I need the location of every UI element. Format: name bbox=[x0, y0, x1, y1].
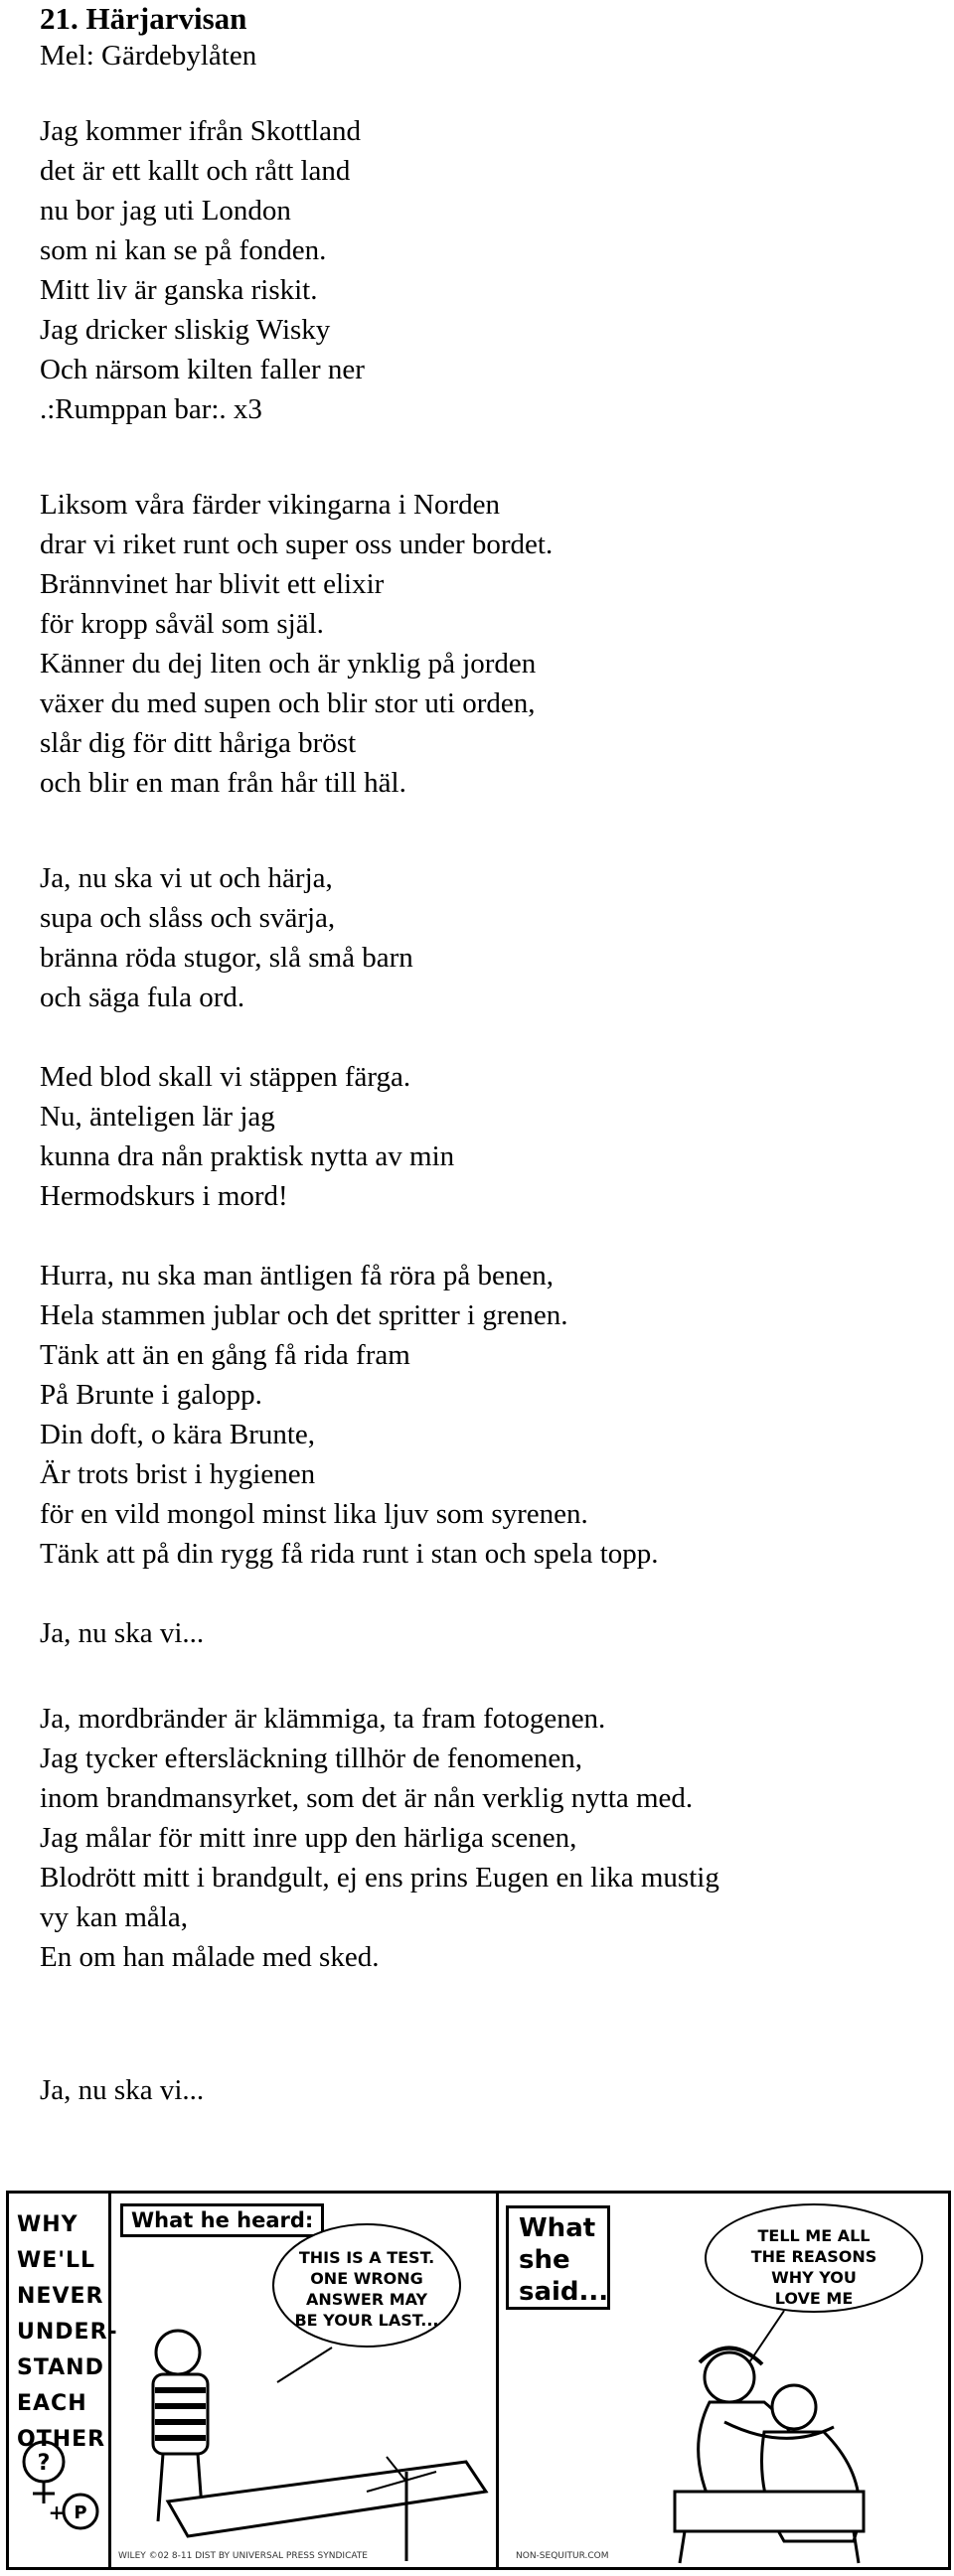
said-bubble-line: THE REASONS bbox=[750, 2247, 877, 2266]
lyric-line: inom brandmansyrket, som det är nån verklig nytta med. bbox=[40, 1782, 694, 1814]
gender-symbols-icon bbox=[9, 2432, 108, 2551]
comic-title-line: WE'LL bbox=[17, 2248, 96, 2273]
man-at-table-drawing bbox=[108, 2194, 496, 2570]
lyric-line: Nu, änteligen lär jag bbox=[40, 1101, 275, 1133]
lyric-line: drar vi riket runt och super oss under bordet. bbox=[40, 529, 554, 560]
lyric-line: Blodrött mitt i brandgult, ej ens prins Eugen en lika mustig bbox=[40, 1862, 719, 1894]
lyric-line: Tänk att än en gång få rida fram bbox=[40, 1339, 410, 1371]
lyric-line: som ni kan se på fonden. bbox=[40, 234, 327, 266]
lyric-line: och blir en man från hår till häl. bbox=[40, 767, 406, 799]
comic-strip bbox=[6, 2191, 951, 2570]
what-she-said-panel bbox=[496, 2194, 948, 2567]
comic-url: NON-SEQUITUR.COM bbox=[516, 2551, 609, 2561]
heard-bubble-line: THIS IS A TEST. bbox=[298, 2248, 435, 2267]
couple-hugging-drawing bbox=[496, 2194, 948, 2570]
lyric-line: och säga fula ord. bbox=[40, 982, 245, 1013]
comic-title-line: STAND bbox=[17, 2355, 104, 2380]
heard-bubble-line: BE YOUR LAST... bbox=[294, 2311, 439, 2330]
comic-title-text bbox=[17, 2207, 118, 2458]
comic-credit: WILEY ©02 8-11 DIST BY UNIVERSAL PRESS SYNDICATE bbox=[118, 2551, 368, 2561]
comic-title-panel bbox=[9, 2194, 118, 2567]
lyric-line: Din doft, o kära Brunte, bbox=[40, 1419, 316, 1450]
heard-bubble-line: ANSWER MAY bbox=[305, 2290, 428, 2309]
lyric-line: Hurra, nu ska man äntligen få röra på benen, bbox=[40, 1260, 554, 1291]
said-label-line: What bbox=[519, 2213, 596, 2243]
lyric-line: för en vild mongol minst lika ljuv som syrenen. bbox=[40, 1498, 588, 1530]
lyric-line: Brännvinet har blivit ett elixir bbox=[40, 568, 385, 600]
said-bubble-line: LOVE ME bbox=[774, 2289, 854, 2308]
lyric-line: Jag dricker sliskig Wisky bbox=[40, 314, 331, 346]
lyric-line: nu bor jag uti London bbox=[40, 195, 291, 227]
lyric-line: Ja, nu ska vi... bbox=[40, 2074, 205, 2106]
lyric-line: Mitt liv är ganska riskit. bbox=[40, 274, 318, 306]
said-label-line: she bbox=[519, 2245, 570, 2275]
said-bubble-line: TELL ME ALL bbox=[757, 2226, 871, 2245]
lyric-line: Jag kommer ifrån Skottland bbox=[40, 115, 361, 147]
comic-title-line: EACH bbox=[17, 2391, 87, 2416]
song-title: 21. Härjarvisan bbox=[40, 1, 247, 36]
comic-title-line: WHY bbox=[17, 2212, 79, 2237]
lyric-line: Jag tycker eftersläckning tillhör de fenomenen, bbox=[40, 1743, 582, 1774]
comic-title-line: NEVER bbox=[17, 2284, 104, 2309]
svg-text:P: P bbox=[74, 2502, 87, 2523]
lyric-line: växer du med supen och blir stor uti orden, bbox=[40, 687, 536, 719]
lyric-line: .:Rumppan bar:. x3 bbox=[40, 393, 262, 425]
lyric-line: Jag målar för mitt inre upp den härliga scenen, bbox=[40, 1822, 577, 1854]
lyric-line: Är trots brist i hygienen bbox=[40, 1458, 316, 1490]
lyric-line: supa och slåss och svärja, bbox=[40, 902, 336, 934]
lyric-line: Känner du dej liten och är ynklig på jorden bbox=[40, 648, 537, 680]
comic-title-line: UNDER- bbox=[17, 2320, 118, 2345]
what-he-heard-panel bbox=[108, 2194, 499, 2567]
lyric-line: Ja, mordbränder är klämmiga, ta fram fotogenen. bbox=[40, 1703, 606, 1735]
lyric-line: Ja, nu ska vi... bbox=[40, 1617, 205, 1649]
lyric-line: Tänk att på din rygg få rida runt i stan och spela topp. bbox=[40, 1538, 659, 1570]
svg-text:+: + bbox=[48, 2500, 66, 2524]
comic-title-line: OTHER bbox=[17, 2427, 106, 2452]
lyric-line: vy kan måla, bbox=[40, 1901, 188, 1933]
lyric-line: Liksom våra färder vikingarna i Norden bbox=[40, 489, 501, 521]
lyric-line: kunna dra nån praktisk nytta av min bbox=[40, 1140, 455, 1172]
lyric-line: Med blod skall vi stäppen färga. bbox=[40, 1061, 411, 1093]
lyric-line: En om han målade med sked. bbox=[40, 1941, 380, 1973]
lyric-line: Hela stammen jublar och det spritter i grenen. bbox=[40, 1299, 568, 1331]
lyric-line: Ja, nu ska vi ut och härja, bbox=[40, 862, 333, 894]
lyric-line: för kropp såväl som själ. bbox=[40, 608, 324, 640]
question-mark: ? bbox=[37, 2451, 51, 2476]
lyric-line: Hermodskurs i mord! bbox=[40, 1180, 288, 1212]
lyric-line: Och närsom kilten faller ner bbox=[40, 354, 365, 385]
lyric-line: bränna röda stugor, slå små barn bbox=[40, 942, 413, 974]
lyric-line: det är ett kallt och rått land bbox=[40, 155, 351, 187]
said-label-line: said... bbox=[519, 2277, 609, 2307]
song-melody: Mel: Gärdebylåten bbox=[40, 40, 257, 72]
heard-bubble-line: ONE WRONG bbox=[310, 2269, 423, 2288]
what-he-heard-label: What he heard: bbox=[120, 2203, 324, 2237]
said-bubble-line: WHY YOU bbox=[771, 2268, 857, 2287]
lyric-line: På Brunte i galopp. bbox=[40, 1379, 262, 1411]
lyric-line: slår dig för ditt håriga bröst bbox=[40, 727, 357, 759]
